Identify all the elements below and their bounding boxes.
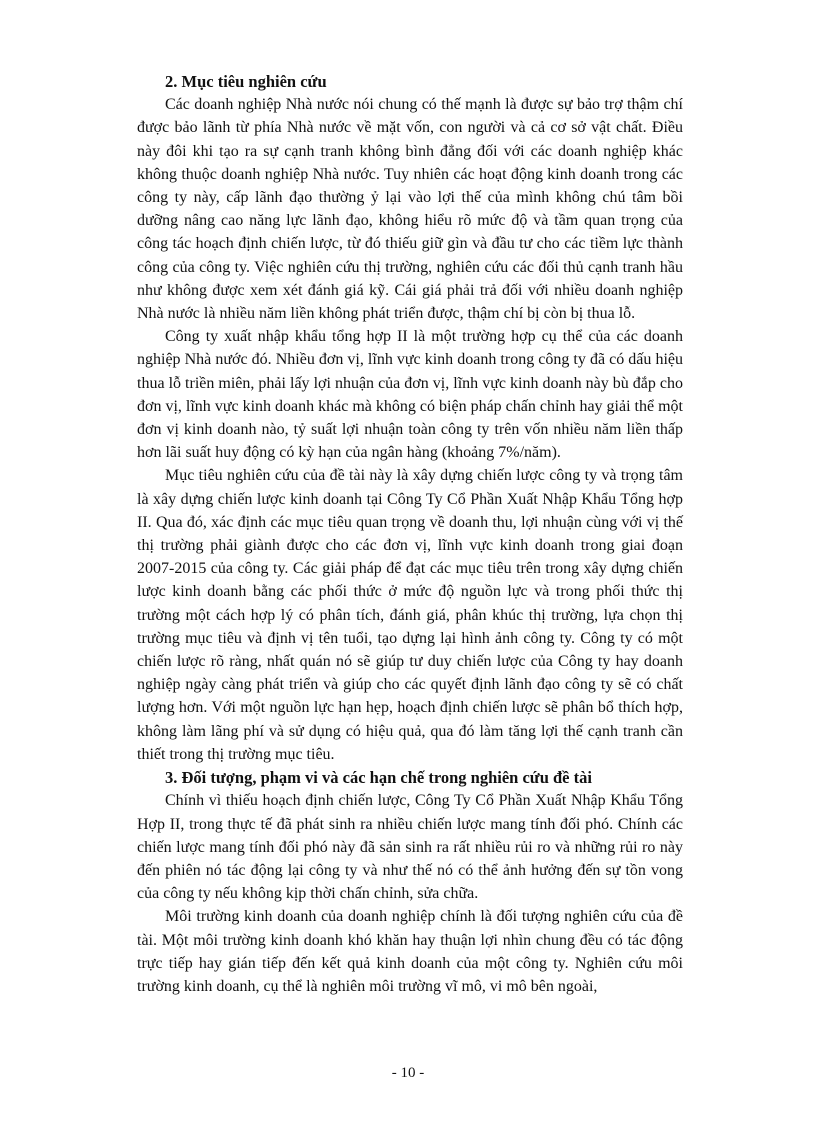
paragraph: Công ty xuất nhập khẩu tổng hợp II là một trường hợp cụ thể của các doanh nghiệp Nhà nước đó. Nhiều đơn vị, lĩnh vực kinh doanh trong công ty đã có dấu hiệu thua lỗ triền miên, phải lấy lợi nhuận của đơn vị, lĩnh vực kinh doanh này bù đắp cho đơn vị, lĩnh vực kinh doanh khác mà không có biện pháp chấn chỉnh hay giải thể một đơn vị kinh doanh nào, tỷ suất lợi nhuận toàn công ty trên vốn nhiều năm liền thấp hơn lãi suất huy động có kỳ hạn của ngân hàng (khoảng 7%/năm). xyxy=(137,328,683,462)
section-heading-scope: 3. Đối tượng, phạm vi và các hạn chế trong nghiên cứu đề tài xyxy=(165,768,592,788)
page-content xyxy=(137,70,683,998)
section-heading-objectives: 2. Mục tiêu nghiên cứu xyxy=(165,72,327,91)
paragraph: Chính vì thiếu hoạch định chiến lược, Công Ty Cổ Phần Xuất Nhập Khẩu Tổng Hợp II, trong thực tế đã phát sinh ra nhiều chiến lược mang tính đối phó. Chính các chiến lược mang tính đối phó này đã sản sinh ra rất nhiều rủi ro và những rủi ro này đến phiên nó tác động lại công ty và như thế nó có thể ảnh hưởng đến sự tồn vong của công ty nếu không kịp thời chấn chỉnh, sửa chữa. xyxy=(137,792,683,903)
paragraph: Mục tiêu nghiên cứu của đề tài này là xây dựng chiến lược công ty và trọng tâm là xây dựng chiến lược kinh doanh tại Công Ty Cổ Phần Xuất Nhập Khẩu Tổng hợp II. Qua đó, xác định các mục tiêu quan trọng về doanh thu, lợi nhuận cùng với vị thế thị trường phải giành được cho các đơn vị, lĩnh vực kinh doanh trong giai đoạn 2007-2015 của công ty. Các giải pháp để đạt các mục tiêu trên trong xây dựng chiến lược kinh doanh bằng các phối thức ở mức độ nguồn lực và trong phối thức thị trường một cách hợp lý có phân tích, đánh giá, phân khúc thị trường, lựa chọn thị trường mục tiêu và định vị tên tuổi, tạo dựng lại hình ảnh công ty. Công ty có một chiến lược rõ ràng, nhất quán nó sẽ giúp tư duy chiến lược của Công ty hay doanh nghiệp ngày càng phát triển và giúp cho các quyết định lãnh đạo công ty sẽ có chất lượng hơn. Với một nguồn lực hạn hẹp, hoạch định chiến lược sẽ phân bổ thích hợp, không làm lãng phí và sử dụng có hiệu quả, qua đó làm tăng lợi thế cạnh tranh cần thiết trong thị trường mục tiêu. xyxy=(137,467,683,763)
paragraph: Các doanh nghiệp Nhà nước nói chung có thế mạnh là được sự bảo trợ thậm chí được bảo lãnh từ phía Nhà nước về mặt vốn, con người và cả cơ sở vật chất. Điều này đôi khi tạo ra sự cạnh tranh không bình đẳng đối với các doanh nghiệp khác không thuộc doanh nghiệp Nhà nước. Tuy nhiên các hoạt động kinh doanh trong các công ty này, cấp lãnh đạo thường ỷ lại vào lợi thế của mình không chú tâm bồi dưỡng nâng cao năng lực lãnh đạo, không hiểu rõ mức độ và tầm quan trọng của công tác hoạch định chiến lược, từ đó thiếu giữ gìn và đầu tư cho các tiềm lực thành công của công ty. Việc nghiên cứu thị trường, nghiên cứu các đối thủ cạnh tranh hầu như không được xem xét đánh giá kỹ. Cái giá phải trả đối với nhiều doanh nghiệp Nhà nước là nhiều năm liền không phát triển được, thậm chí bị còn bị thua lỗ. xyxy=(137,96,683,323)
page-number: - 10 - xyxy=(391,1065,425,1081)
paragraph: Môi trường kinh doanh của doanh nghiệp chính là đối tượng nghiên cứu của đề tài. Một môi trường kinh doanh khó khăn hay thuận lợi nhìn chung đều có tác động trực tiếp hay gián tiếp đến kết quả kinh doanh của một công ty. Nghiên cứu môi trường kinh doanh, cụ thể là nghiên môi trường vĩ mô, vi mô bên ngoài, xyxy=(137,908,683,995)
